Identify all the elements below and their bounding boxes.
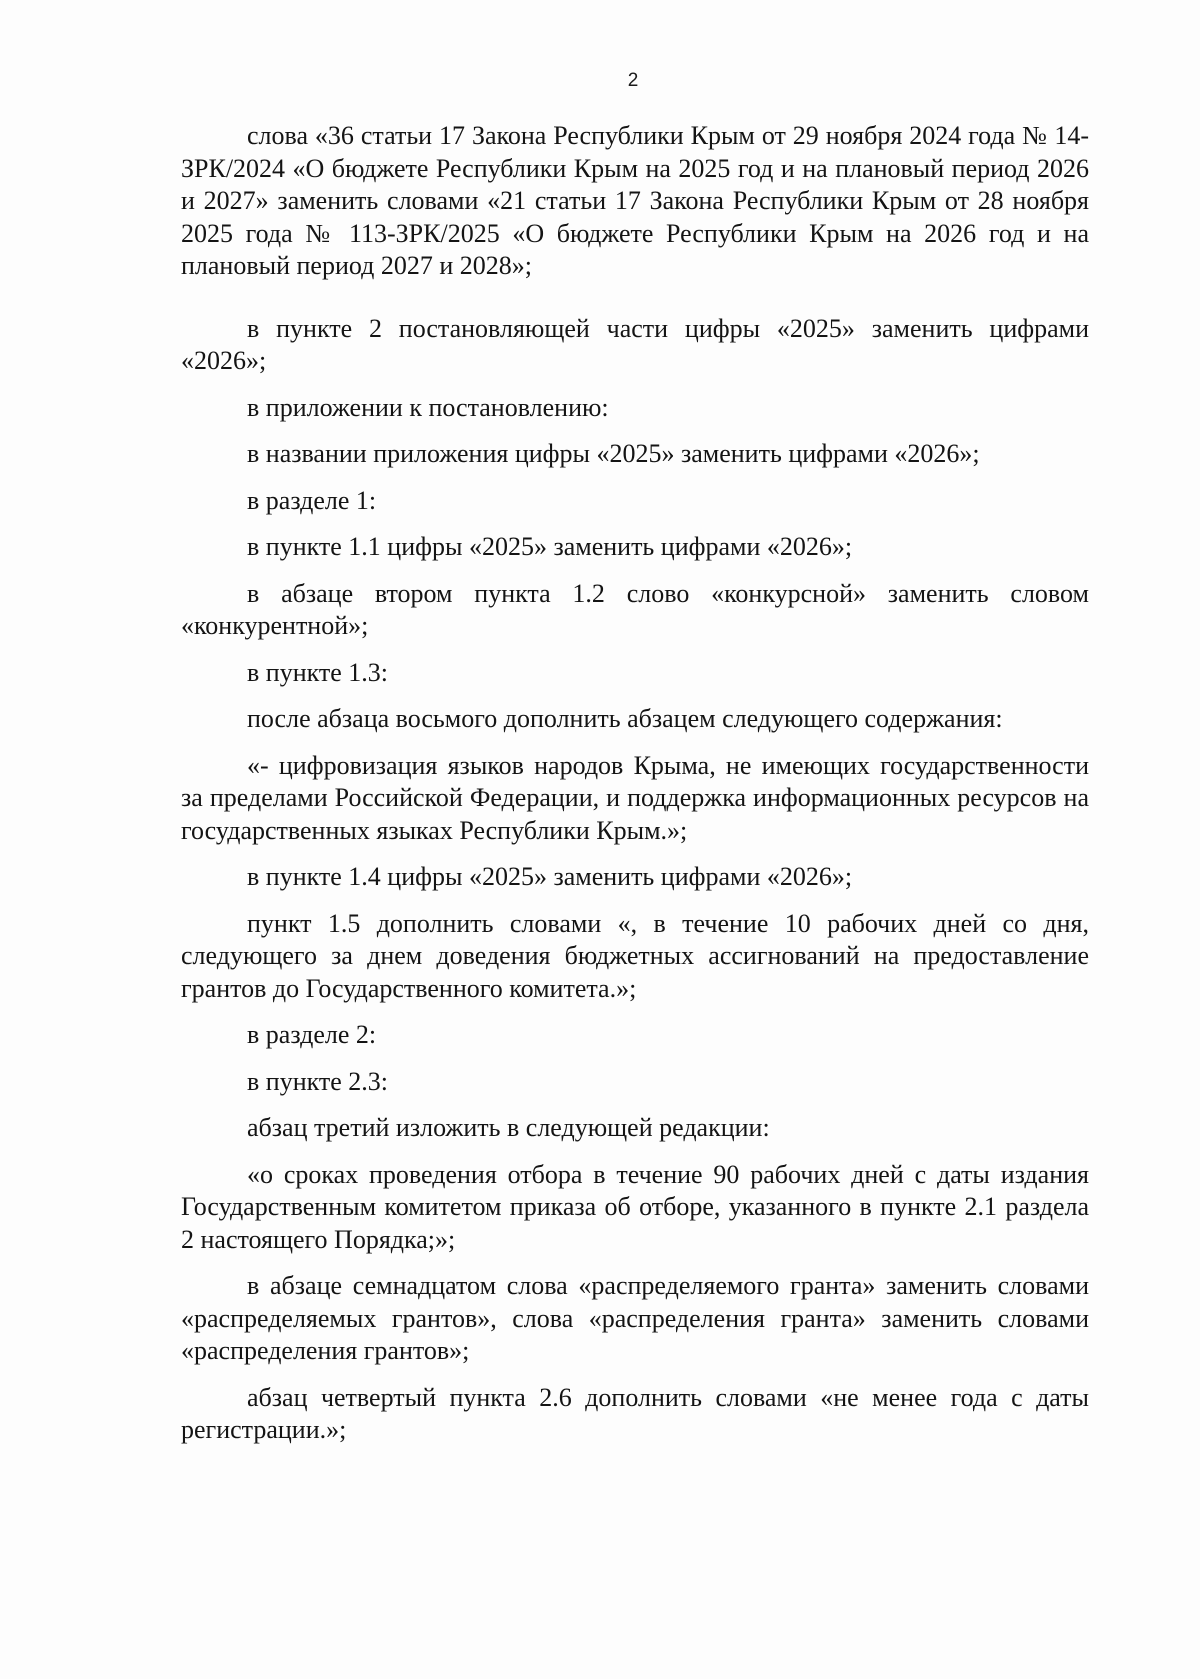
document-body <box>181 120 1089 1447</box>
paragraph-7: в абзаце втором пункта 1.2 слово «конкурсной» заменить словом «конкурентной»; <box>181 578 1089 640</box>
paragraph-5: в разделе 1: <box>247 485 377 515</box>
paragraph-15: абзац третий изложить в следующей редакции: <box>247 1113 770 1142</box>
paragraph-18: абзац четвертый пункта 2.6 дополнить словами «не менее года с даты регистрации.»; <box>181 1382 1089 1444</box>
paragraph-6: в пункте 1.1 цифры «2025» заменить цифрами «2026»; <box>247 532 853 561</box>
paragraph-12: пункт 1.5 дополнить словами «, в течение 10 рабочих дней со дня, следующего за днем доведения бюджетных ассигнований на предоставление грантов до Государственного комитета.»; <box>181 908 1089 1003</box>
paragraph-11: в пункте 1.4 цифры «2025» заменить цифрами «2026»; <box>247 862 853 891</box>
paragraph-17: в абзаце семнадцатом слова «распределяемого гранта» заменить словами «распределяемых грантов», слова «распределения гранта» заменить словами «распределения грантов»; <box>181 1271 1089 1365</box>
page-number: 2 <box>627 70 639 91</box>
paragraph-14: в пункте 2.3: <box>247 1066 389 1096</box>
paragraph-9: после абзаца восьмого дополнить абзацем следующего содержания: <box>247 704 1003 733</box>
paragraph-13: в разделе 2: <box>247 1020 377 1049</box>
paragraph-8: в пункте 1.3: <box>247 657 389 687</box>
paragraph-3: в приложении к постановлению: <box>247 392 609 422</box>
paragraph-10: «- цифровизация языков народов Крыма, не имеющих государственности за пределами Российской Федерации, и поддержка информационных ресурсов на государственных языках Республики Крым.»; <box>181 750 1089 845</box>
paragraph-4: в названии приложения цифры «2025» заменить цифрами «2026»; <box>247 439 980 468</box>
paragraph-1: слова «36 статьи 17 Закона Республики Крым от 29 ноября 2024 года № 14-ЗРК/2024 «О бюджете Республики Крым на 2025 год и на плановый период 2026 и 2027» заменить словами «21 статьи 17 Закона Республики Крым от 28 ноября 2025 года № 113-ЗРК/2025 «О бюджете Республики Крым на 2026 год и на плановый период 2027 и 2028»; <box>181 121 1089 280</box>
paragraph-2: в пункте 2 постановляющей части цифры «2025» заменить цифрами «2026»; <box>181 313 1089 375</box>
paragraph-16: «о сроках проведения отбора в течение 90 рабочих дней с даты издания Государственным комитетом приказа об отборе, указанного в пункте 2.1 раздела 2 настоящего Порядка;»; <box>181 1159 1089 1254</box>
